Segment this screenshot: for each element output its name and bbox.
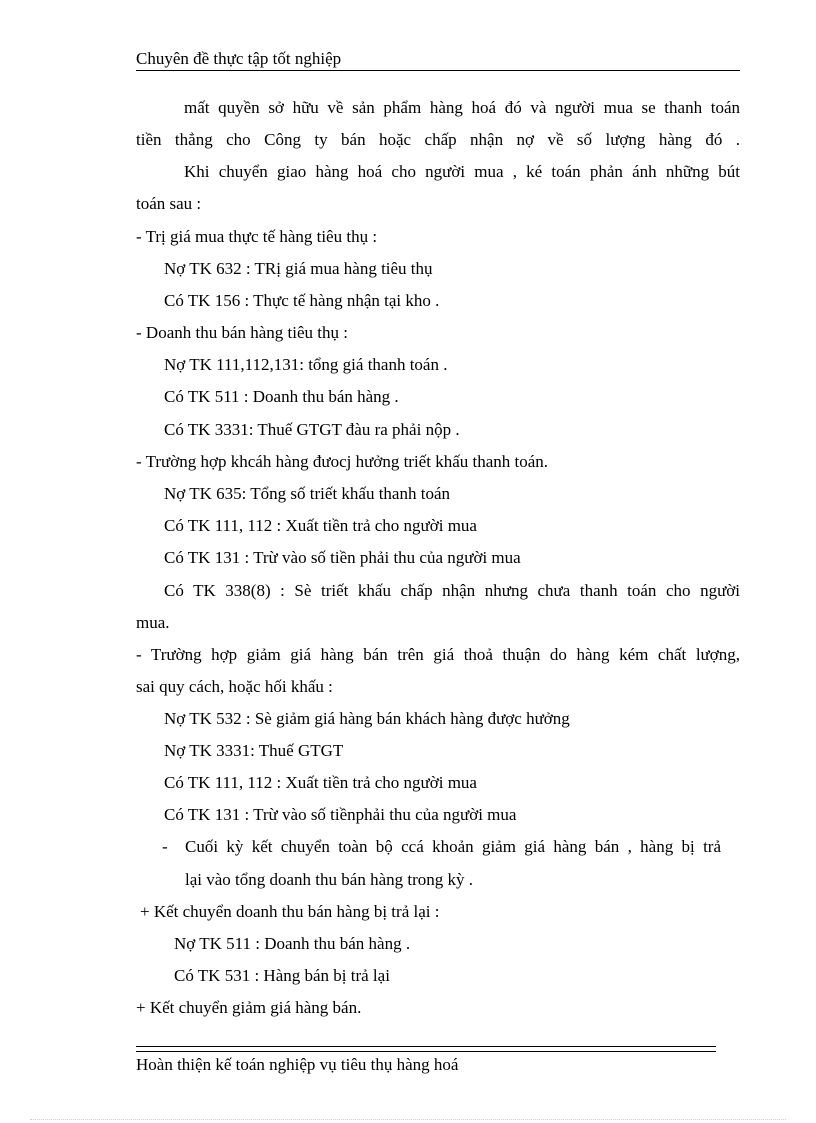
section-item: - Trường hợp giảm giá hàng bán trên giá thoả thuận do hàng kém chất lượng,: [136, 645, 740, 664]
journal-entry: Có TK 131 : Trừ vào số tiền phải thu của người mua: [164, 548, 521, 567]
journal-entry: Nợ TK 532 : Sè giảm giá hàng bán khách hàng được hưởng: [164, 709, 570, 728]
journal-entry: Nợ TK 635: Tổng số triết khấu thanh toán: [164, 484, 450, 503]
journal-entry: Có TK 131 : Trừ vào số tiềnphải thu của người mua: [164, 805, 517, 824]
paragraph-line: mất quyền sở hữu về sản phẩm hàng hoá đó và người mua se thanh toán: [184, 98, 740, 117]
section-item: + Kết chuyển giảm giá hàng bán.: [136, 998, 362, 1017]
journal-entry: Có TK 111, 112 : Xuất tiền trả cho người mua: [164, 516, 477, 535]
bullet-text: lại vào tổng doanh thu bán hàng trong kỳ .: [185, 870, 474, 889]
page-header-title: Chuyên đề thực tập tốt nghiệp: [136, 48, 740, 71]
paragraph-line: sai quy cách, hoặc hối khấu :: [136, 677, 333, 696]
section-item: - Trường hợp khcáh hàng đưocj hưởng triết khấu thanh toán.: [136, 452, 549, 471]
page-footer-title: Hoàn thiện kế toán nghiệp vụ tiêu thụ hàng hoá: [136, 1055, 459, 1074]
journal-entry: Nợ TK 511 : Doanh thu bán hàng .: [174, 934, 411, 953]
paragraph-line: tiền thẳng cho Công ty bán hoặc chấp nhận nợ về số lượng hàng đó .: [136, 130, 740, 149]
journal-entry: Có TK 531 : Hàng bán bị trả lại: [174, 966, 390, 985]
journal-entry: Nợ TK 3331: Thuế GTGT: [164, 741, 344, 760]
paragraph-line: Khi chuyển giao hàng hoá cho người mua , ké toán phản ánh những bút: [184, 162, 740, 181]
journal-entry: Có TK 511 : Doanh thu bán hàng .: [164, 387, 399, 406]
journal-entry: Có TK 338(8) : Sè triết khấu chấp nhận nhưng chưa thanh toán cho người: [164, 581, 740, 600]
footer-divider: [136, 1046, 716, 1052]
section-item: - Doanh thu bán hàng tiêu thụ :: [136, 323, 348, 342]
page-edge-dots: [30, 1119, 786, 1120]
paragraph-line: toán sau :: [136, 194, 202, 213]
section-item: + Kết chuyển doanh thu bán hàng bị trả lại :: [140, 902, 440, 921]
journal-entry: Nợ TK 111,112,131: tổng giá thanh toán .: [164, 355, 448, 374]
journal-entry: Có TK 3331: Thuế GTGT đàu ra phải nộp .: [164, 420, 460, 439]
journal-entry: Có TK 156 : Thực tế hàng nhận tại kho .: [164, 291, 440, 310]
section-item: - Trị giá mua thực tế hàng tiêu thụ :: [136, 227, 378, 246]
journal-entry: Có TK 111, 112 : Xuất tiền trả cho người mua: [164, 773, 477, 792]
bullet-text: Cuối kỳ kết chuyển toàn bộ ccá khoản giảm giá hàng bán , hàng bị trả: [185, 837, 721, 856]
paragraph-line: mua.: [136, 613, 170, 632]
bullet-dash: -: [162, 837, 168, 856]
journal-entry: Nợ TK 632 : TRị giá mua hàng tiêu thụ: [164, 259, 433, 278]
